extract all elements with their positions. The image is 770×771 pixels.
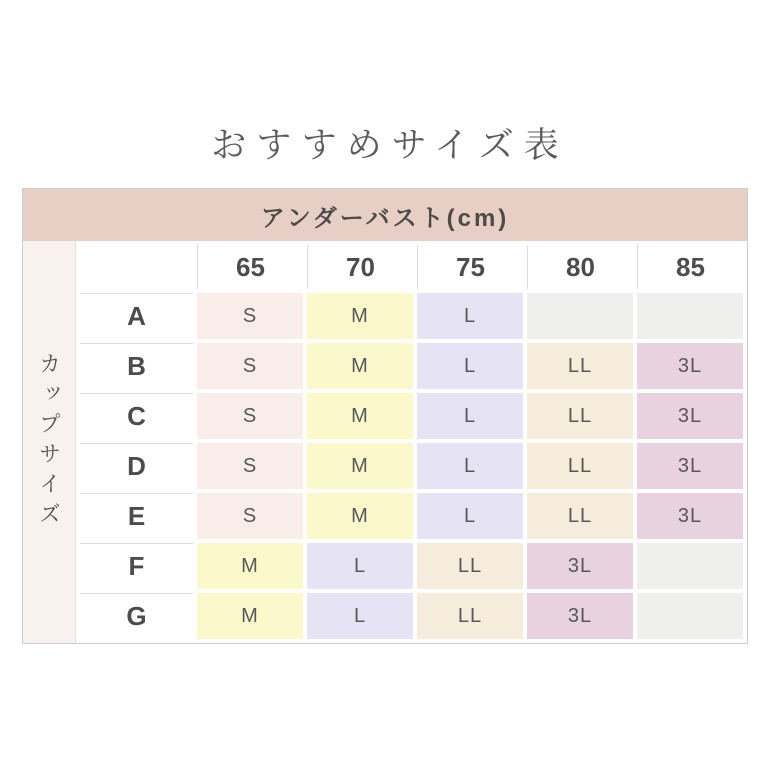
size-cell: M [307, 493, 413, 539]
size-cell: L [307, 543, 413, 589]
size-cell: LL [527, 393, 633, 439]
size-chart-table [22, 188, 748, 644]
size-cell [637, 293, 743, 339]
table-row-e [80, 493, 743, 539]
size-cell: LL [417, 593, 523, 639]
column-header-75: 75 [417, 245, 523, 289]
size-cell: LL [417, 543, 523, 589]
size-cell: L [417, 493, 523, 539]
size-cell: 3L [637, 343, 743, 389]
size-cell: S [197, 293, 303, 339]
column-header-row [80, 245, 743, 289]
table-body [23, 241, 747, 643]
cup-row-header: B [80, 343, 193, 389]
size-cell: L [307, 593, 413, 639]
cup-row-header: A [80, 293, 193, 339]
size-cell: L [417, 343, 523, 389]
table-row-f [80, 543, 743, 589]
size-cell: 3L [637, 493, 743, 539]
size-cell: L [417, 293, 523, 339]
size-cell [527, 293, 633, 339]
size-cell [637, 543, 743, 589]
cup-size-label: カップサイズ [36, 352, 62, 532]
size-cell: 3L [527, 543, 633, 589]
cup-row-header: F [80, 543, 193, 589]
size-cell: S [197, 443, 303, 489]
cup-row-header: D [80, 443, 193, 489]
size-cell: S [197, 393, 303, 439]
size-cell: 3L [527, 593, 633, 639]
size-cell: M [307, 443, 413, 489]
size-cell: LL [527, 343, 633, 389]
size-cell: S [197, 343, 303, 389]
underbust-header-band [23, 189, 747, 241]
cup-row-header: G [80, 593, 193, 639]
column-header-65: 65 [197, 245, 303, 289]
underbust-header-label: アンダーバスト(cm) [260, 204, 510, 232]
size-grid [76, 241, 747, 643]
table-row-d [80, 443, 743, 489]
size-cell: M [197, 593, 303, 639]
page-title: おすすめサイズ表 [211, 126, 569, 165]
size-cell: 3L [637, 393, 743, 439]
cup-size-side-header [23, 241, 76, 643]
table-row-a [80, 293, 743, 339]
table-row-c [80, 393, 743, 439]
size-cell: M [307, 293, 413, 339]
size-cell: M [307, 393, 413, 439]
size-cell: L [417, 393, 523, 439]
corner-cell [80, 245, 193, 289]
column-header-70: 70 [307, 245, 413, 289]
cup-row-header: E [80, 493, 193, 539]
size-cell: M [307, 343, 413, 389]
cup-row-header: C [80, 393, 193, 439]
column-header-80: 80 [527, 245, 633, 289]
table-row-b [80, 343, 743, 389]
table-row-g [80, 593, 743, 639]
size-cell: LL [527, 443, 633, 489]
size-cell: LL [527, 493, 633, 539]
size-cell: 3L [637, 443, 743, 489]
size-cell: S [197, 493, 303, 539]
column-header-85: 85 [637, 245, 743, 289]
size-cell [637, 593, 743, 639]
size-cell: L [417, 443, 523, 489]
size-cell: M [197, 543, 303, 589]
